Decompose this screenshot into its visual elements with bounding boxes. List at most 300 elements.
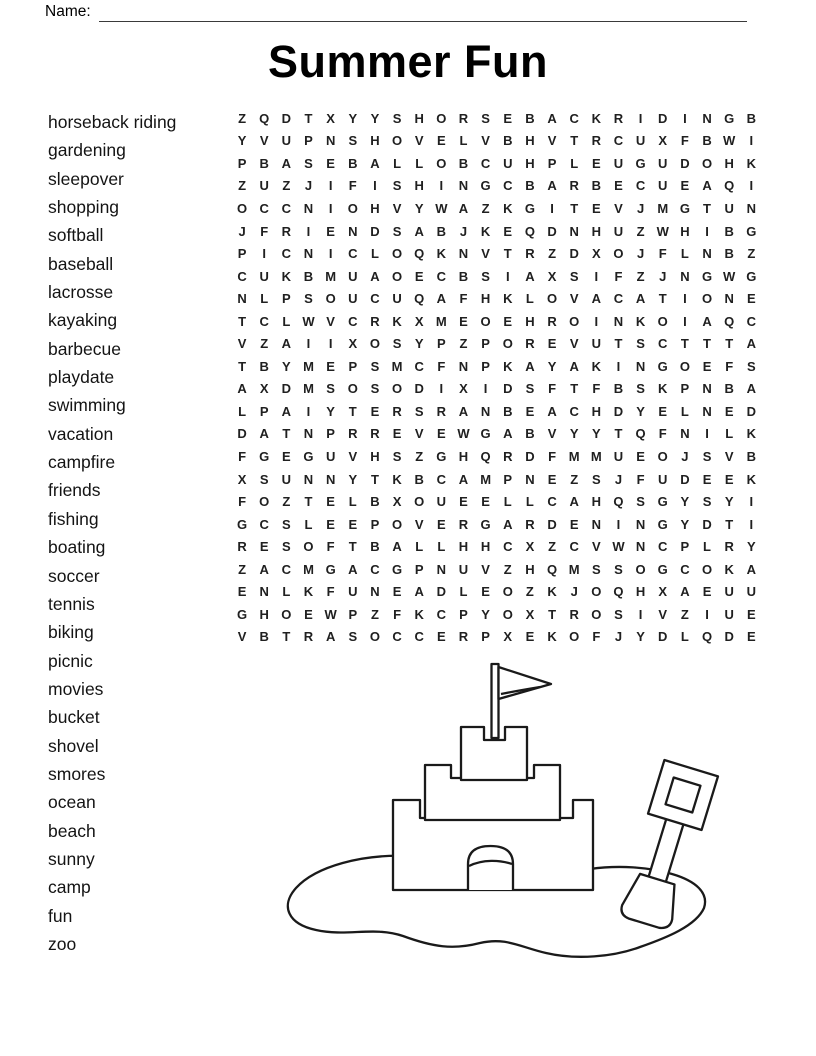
grid-letter: L — [503, 494, 512, 510]
grid-letter: C — [414, 358, 424, 374]
grid-letter: R — [569, 606, 579, 622]
grid-letter: A — [746, 336, 756, 352]
grid-letter: H — [414, 178, 424, 194]
grid-letter: K — [746, 155, 756, 171]
grid-letter: A — [458, 471, 469, 487]
grid-letter: H — [480, 539, 491, 555]
grid-letter: G — [657, 494, 668, 510]
name-blank-line[interactable] — [99, 3, 747, 22]
grid-letter: J — [459, 223, 468, 239]
grid-letter: Z — [282, 494, 291, 510]
grid-letter: S — [614, 561, 623, 577]
grid-letter: R — [458, 629, 469, 645]
grid-letter: Z — [680, 606, 689, 622]
grid-letter: L — [348, 494, 357, 510]
grid-letter: H — [591, 223, 602, 239]
grid-letter: B — [436, 223, 447, 239]
grid-letter: F — [238, 494, 247, 510]
grid-letter: V — [392, 200, 402, 216]
grid-letter: R — [303, 629, 314, 645]
grid-letter: A — [746, 561, 756, 577]
grid-letter: N — [724, 291, 734, 307]
grid-letter: D — [525, 448, 535, 464]
grid-letter: X — [503, 629, 513, 645]
grid-letter: I — [262, 246, 267, 262]
grid-letter: U — [591, 336, 602, 352]
grid-letter: B — [303, 268, 314, 284]
grid-letter: I — [749, 133, 754, 149]
grid-letter: L — [570, 155, 579, 171]
grid-letter: S — [259, 471, 269, 487]
grid-letter: K — [480, 223, 491, 239]
grid-letter: H — [591, 494, 602, 510]
grid-letter: I — [328, 200, 333, 216]
grid-letter: B — [503, 133, 513, 149]
grid-letter: T — [725, 516, 734, 532]
grid-letter: P — [459, 606, 468, 622]
grid-letter: S — [370, 381, 380, 397]
grid-letter: V — [591, 539, 601, 555]
grid-letter: E — [392, 584, 402, 600]
grid-letter: F — [592, 629, 601, 645]
grid-letter: D — [547, 223, 557, 239]
grid-letter: O — [591, 606, 602, 622]
grid-letter: T — [282, 426, 291, 442]
grid-letter: O — [679, 358, 690, 374]
grid-letter: N — [348, 223, 358, 239]
grid-letter: F — [658, 246, 667, 262]
grid-letter: E — [437, 516, 446, 532]
grid-letter: Q — [724, 313, 735, 329]
grid-letter: R — [503, 448, 513, 464]
grid-letter: V — [481, 133, 490, 149]
grid-letter: B — [414, 471, 424, 487]
grid-letter: X — [658, 584, 668, 600]
grid-letter: C — [436, 471, 447, 487]
grid-letter: U — [325, 448, 336, 464]
grid-letter: A — [458, 200, 469, 216]
grid-letter: M — [303, 381, 314, 397]
grid-letter: E — [437, 629, 446, 645]
grid-letter: I — [705, 606, 709, 622]
name-label: Name: — [45, 3, 91, 20]
word-list-item: swimming — [48, 395, 126, 416]
grid-letter: S — [702, 448, 712, 464]
grid-letter: D — [281, 381, 292, 397]
grid-letter: X — [414, 313, 424, 329]
grid-letter: T — [658, 291, 667, 307]
grid-letter: A — [547, 110, 557, 126]
grid-letter: R — [613, 110, 624, 126]
word-list-item: kayaking — [48, 310, 118, 331]
grid-letter: S — [746, 358, 756, 374]
grid-letter: N — [635, 358, 646, 374]
grid-letter: K — [724, 561, 734, 577]
grid-letter: X — [237, 471, 247, 487]
grid-letter: O — [701, 561, 713, 577]
grid-letter: P — [481, 336, 490, 352]
word-list-item: soccer — [48, 565, 100, 586]
grid-letter: E — [437, 133, 446, 149]
grid-letter: C — [259, 200, 269, 216]
grid-letter: O — [657, 313, 668, 329]
grid-letter: B — [724, 246, 734, 262]
grid-letter: O — [391, 381, 403, 397]
grid-letter: E — [746, 629, 756, 645]
grid-letter: V — [237, 336, 247, 352]
grid-letter: O — [259, 494, 270, 510]
grid-letter: Q — [701, 629, 713, 645]
grid-letter: A — [591, 291, 602, 307]
grid-letter: N — [702, 381, 712, 397]
grid-letter: O — [701, 155, 713, 171]
grid-letter: B — [259, 358, 269, 374]
word-list-item: ocean — [48, 792, 96, 813]
grid-letter: S — [392, 336, 402, 352]
grid-letter: H — [370, 200, 380, 216]
grid-letter: O — [325, 291, 336, 307]
grid-letter: E — [481, 494, 490, 510]
grid-letter: G — [657, 516, 668, 532]
grid-letter: G — [259, 448, 270, 464]
grid-letter: O — [436, 110, 447, 126]
grid-letter: G — [724, 110, 735, 126]
grid-letter: C — [370, 291, 380, 307]
grid-letter: A — [281, 336, 292, 352]
grid-letter: B — [613, 381, 624, 397]
grid-letter: X — [547, 268, 557, 284]
grid-letter: M — [568, 448, 580, 464]
grid-letter: S — [282, 539, 291, 555]
grid-letter: Z — [747, 246, 756, 262]
grid-letter: V — [481, 561, 490, 577]
grid-letter: I — [306, 403, 311, 419]
grid-letter: I — [749, 494, 754, 510]
grid-letter: E — [680, 178, 690, 194]
grid-letter: E — [326, 494, 335, 510]
grid-letter: V — [414, 426, 424, 442]
grid-letter: S — [370, 358, 380, 374]
grid-letter: W — [324, 606, 337, 622]
grid-letter: M — [303, 561, 314, 577]
grid-letter: K — [503, 200, 513, 216]
grid-letter: Z — [370, 606, 379, 622]
grid-letter: V — [414, 133, 424, 149]
grid-letter: I — [616, 358, 621, 374]
word-list-item: sleepover — [48, 168, 124, 189]
grid-letter: U — [724, 200, 734, 216]
grid-letter: Y — [636, 629, 645, 645]
grid-letter: E — [724, 403, 734, 419]
grid-letter: N — [458, 246, 469, 262]
grid-letter: R — [436, 403, 447, 419]
word-list-item: horseback riding — [48, 112, 177, 132]
grid-letter: H — [458, 448, 469, 464]
grid-letter: X — [326, 110, 335, 126]
grid-letter: T — [370, 471, 379, 487]
grid-letter: N — [613, 313, 624, 329]
grid-letter: U — [458, 561, 469, 577]
grid-letter: N — [635, 516, 646, 532]
grid-letter: V — [326, 313, 335, 329]
grid-letter: X — [658, 133, 668, 149]
grid-letter: L — [680, 246, 689, 262]
grid-letter: P — [282, 291, 291, 307]
grid-letter: G — [325, 561, 336, 577]
grid-letter: H — [724, 155, 734, 171]
grid-letter: L — [525, 494, 534, 510]
grid-letter: E — [547, 471, 557, 487]
grid-letter: U — [281, 471, 292, 487]
grid-letter: C — [635, 178, 646, 194]
word-list-item: lacrosse — [48, 282, 114, 303]
grid-letter: S — [481, 268, 490, 284]
grid-letter: P — [414, 561, 424, 577]
grid-letter: D — [702, 516, 712, 532]
grid-letter: G — [524, 200, 535, 216]
word-list-item: beach — [48, 820, 96, 841]
word-list-item: bucket — [48, 707, 100, 728]
grid-letter: I — [705, 426, 709, 442]
grid-letter: P — [348, 358, 358, 374]
grid-letter: U — [392, 291, 402, 307]
grid-letter: F — [459, 291, 468, 307]
grid-letter: S — [392, 223, 402, 239]
grid-letter: K — [547, 629, 557, 645]
grid-letter: L — [282, 584, 291, 600]
grid-letter: X — [392, 494, 402, 510]
grid-letter: P — [437, 336, 446, 352]
grid-letter: E — [547, 336, 557, 352]
grid-letter: Q — [635, 426, 646, 442]
grid-letter: E — [237, 584, 247, 600]
grid-letter: H — [525, 155, 535, 171]
word-list — [48, 108, 233, 958]
grid-letter: C — [613, 133, 624, 149]
grid-letter: S — [636, 494, 645, 510]
grid-letter: N — [259, 584, 269, 600]
grid-letter: W — [612, 539, 625, 555]
grid-letter: D — [613, 403, 624, 419]
grid-letter: C — [259, 516, 269, 532]
grid-letter: D — [658, 110, 668, 126]
grid-letter: K — [658, 381, 668, 397]
grid-letter: W — [723, 133, 736, 149]
grid-letter: W — [656, 223, 669, 239]
grid-letter: C — [348, 246, 358, 262]
grid-letter: S — [392, 110, 402, 126]
grid-letter: A — [547, 178, 557, 194]
grid-letter: E — [481, 584, 490, 600]
grid-letter: S — [282, 516, 291, 532]
grid-letter: X — [459, 381, 468, 397]
grid-letter: A — [503, 516, 513, 532]
grid-letter: K — [503, 358, 513, 374]
grid-letter: Y — [237, 133, 247, 149]
grid-letter: F — [614, 268, 623, 284]
grid-letter: B — [348, 155, 358, 171]
grid-letter: O — [480, 313, 491, 329]
grid-letter: S — [414, 403, 424, 419]
grid-letter: C — [237, 268, 247, 284]
grid-letter: G — [391, 561, 403, 577]
word-list-item: fun — [48, 905, 73, 926]
grid-letter: Q — [414, 246, 425, 262]
grid-letter: W — [302, 313, 315, 329]
grid-letter: O — [237, 200, 248, 216]
grid-letter: F — [548, 448, 557, 464]
grid-letter: S — [591, 471, 601, 487]
grid-letter: X — [348, 336, 358, 352]
grid-letter: X — [525, 606, 535, 622]
grid-letter: S — [304, 291, 313, 307]
grid-letter: T — [348, 539, 357, 555]
grid-letter: H — [480, 291, 491, 307]
grid-letter: C — [746, 313, 756, 329]
grid-letter: S — [392, 448, 402, 464]
grid-letter: A — [635, 291, 646, 307]
grid-letter: N — [702, 403, 712, 419]
grid-letter: S — [636, 336, 645, 352]
grid-letter: M — [391, 358, 403, 374]
grid-letter: J — [238, 223, 246, 239]
grid-letter: K — [436, 246, 447, 262]
grid-letter: Z — [548, 246, 557, 262]
grid-letter: U — [348, 268, 358, 284]
grid-letter: C — [281, 200, 292, 216]
grid-letter: B — [746, 448, 756, 464]
grid-letter: N — [325, 133, 336, 149]
grid-letter: E — [503, 110, 513, 126]
grid-letter: N — [370, 584, 380, 600]
grid-letter: O — [436, 155, 447, 171]
grid-letter: R — [591, 133, 602, 149]
grid-letter: A — [392, 539, 402, 555]
grid-letter: L — [725, 426, 734, 442]
grid-letter: E — [503, 313, 513, 329]
grid-letter: R — [237, 539, 247, 555]
grid-letter: O — [569, 313, 580, 329]
grid-letter: I — [749, 516, 754, 532]
grid-letter: C — [436, 606, 447, 622]
grid-letter: N — [458, 358, 469, 374]
grid-letter: A — [702, 313, 712, 329]
grid-letter: I — [550, 200, 554, 216]
grid-letter: C — [370, 561, 380, 577]
word-list-item: campfire — [48, 452, 116, 473]
grid-letter: Z — [415, 448, 424, 464]
grid-letter: M — [657, 200, 669, 216]
grid-letter: W — [435, 200, 448, 216]
grid-letter: Z — [636, 268, 645, 284]
word-list-item: baseball — [48, 253, 114, 274]
grid-letter: D — [746, 403, 756, 419]
grid-letter: K — [281, 268, 292, 284]
grid-letter: O — [347, 381, 358, 397]
word-list-item: barbecue — [48, 338, 121, 359]
grid-letter: Y — [746, 539, 756, 555]
word-list-item: vacation — [48, 423, 114, 444]
grid-letter: F — [260, 223, 269, 239]
grid-letter: P — [481, 358, 490, 374]
grid-letter: K — [392, 471, 402, 487]
grid-letter: F — [393, 606, 402, 622]
grid-letter: O — [591, 584, 602, 600]
word-list-item: gardening — [48, 140, 126, 161]
grid-letter: B — [702, 133, 712, 149]
grid-letter: D — [370, 223, 380, 239]
grid-letter: U — [436, 494, 447, 510]
grid-letter: D — [724, 629, 734, 645]
grid-letter: R — [370, 426, 380, 442]
grid-letter: P — [680, 539, 690, 555]
grid-letter: E — [746, 606, 756, 622]
grid-letter: Z — [260, 336, 269, 352]
grid-letter: H — [525, 133, 535, 149]
grid-letter: C — [281, 561, 292, 577]
grid-letter: D — [658, 629, 668, 645]
grid-letter: Y — [547, 358, 557, 374]
grid-letter: R — [392, 403, 402, 419]
grid-letter: L — [415, 155, 424, 171]
grid-letter: G — [436, 448, 447, 464]
word-list-item: fishing — [48, 508, 99, 529]
grid-letter: I — [483, 381, 488, 397]
word-list-item: smores — [48, 763, 106, 784]
grid-letter: B — [259, 629, 269, 645]
grid-letter: V — [547, 426, 557, 442]
grid-letter: H — [680, 223, 690, 239]
grid-letter: S — [525, 381, 535, 397]
grid-letter: E — [525, 629, 535, 645]
grid-letter: A — [237, 381, 247, 397]
grid-letter: D — [237, 426, 247, 442]
grid-letter: C — [348, 313, 358, 329]
grid-letter: Q — [524, 223, 535, 239]
grid-letter: A — [702, 178, 712, 194]
grid-letter: Z — [481, 200, 490, 216]
grid-letter: E — [459, 494, 468, 510]
word-list-item: softball — [48, 225, 104, 246]
grid-letter: A — [503, 426, 513, 442]
grid-letter: K — [392, 313, 402, 329]
grid-letter: E — [370, 403, 380, 419]
word-list-item: tennis — [48, 593, 95, 614]
grid-letter: B — [503, 403, 513, 419]
grid-letter: N — [680, 268, 690, 284]
word-list-item: movies — [48, 678, 104, 699]
grid-letter: I — [705, 223, 709, 239]
grid-letter: T — [503, 246, 512, 262]
grid-letter: U — [635, 133, 646, 149]
grid-letter: D — [680, 155, 690, 171]
word-list-item: zoo — [48, 933, 77, 954]
grid-letter: U — [259, 178, 269, 194]
grid-letter: W — [723, 268, 736, 284]
grid-letter: I — [616, 516, 621, 532]
grid-letter: A — [547, 403, 557, 419]
grid-letter: O — [391, 516, 403, 532]
grid-letter: A — [259, 561, 269, 577]
grid-letter: S — [636, 381, 645, 397]
grid-letter: U — [658, 155, 668, 171]
grid-letter: Z — [570, 471, 579, 487]
grid-letter: X — [259, 381, 269, 397]
grid-letter: E — [282, 448, 291, 464]
grid-letter: I — [594, 268, 599, 284]
grid-letter: I — [439, 178, 444, 194]
grid-letter: H — [414, 110, 424, 126]
